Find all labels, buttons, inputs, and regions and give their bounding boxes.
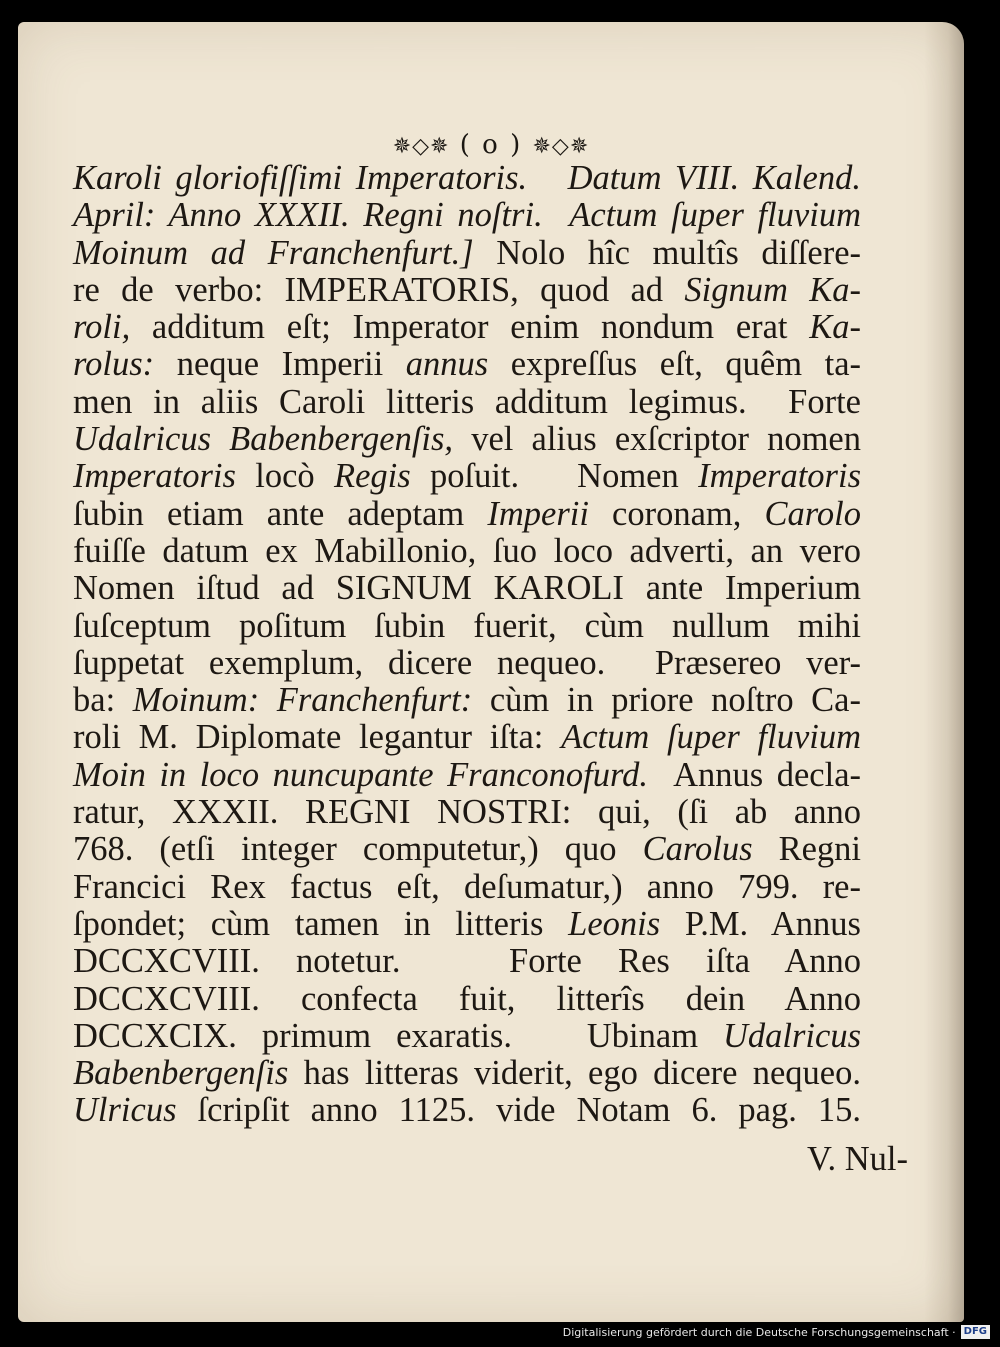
italic-segment: Karoli gloriofiſſimi Imperatoris. Datum VIII. Kalend.: [73, 159, 861, 197]
page-edge-shadow: [924, 22, 964, 1322]
roman-segment: DCCXCIX. primum exaratis. Ubinam: [73, 1016, 723, 1055]
roman-segment: locò: [235, 457, 335, 496]
roman-segment: DCCXCVIII. notetur. Forte Res iſta Anno: [73, 942, 861, 981]
roman-segment: ſuſceptum poſitum ſubin fuerit, cùm nullum mihi: [73, 606, 861, 645]
text-line: [73, 1018, 861, 1055]
text-line: [73, 570, 861, 607]
page-number: ( o ): [459, 130, 523, 160]
roman-segment: neque Imperii: [154, 345, 406, 384]
text-line: [73, 384, 861, 421]
text-line: [73, 869, 861, 906]
text-line: [73, 533, 861, 570]
digitization-footer: [563, 1325, 990, 1339]
text-line: [73, 346, 861, 383]
roman-segment: ſuppetat exemplum, dicere nequeo. Præsereo ver-: [73, 643, 861, 682]
text-line: [73, 309, 861, 346]
ornament-left-icon: ✵◇✵: [392, 134, 450, 159]
text-line: [73, 831, 861, 868]
book-page: [18, 22, 964, 1322]
roman-segment: additum eſt; Imperator enim nondum erat: [130, 308, 810, 347]
text-line: [73, 272, 861, 309]
ornament-right-icon: ✵◇✵: [532, 134, 590, 159]
italic-segment: April: Anno XXXII. Regni noſtri. Actum ſuper fluvium: [73, 196, 861, 235]
roman-segment: roli M. Diplomate legantur iſta:: [73, 718, 562, 757]
text-line: [73, 981, 861, 1018]
roman-segment: poſuit. Nomen: [410, 457, 699, 496]
roman-segment: Regni: [752, 830, 861, 869]
text-line: [73, 1092, 861, 1129]
roman-segment: ratur, XXXII. REGNI NOSTRI: qui, (ſi ab anno: [73, 793, 861, 832]
roman-segment: ſcripſit anno 1125. vide Notam 6. pag. 15.: [176, 1091, 861, 1130]
roman-segment: expreſſus eſt, quêm ta-: [488, 345, 862, 384]
text-line: [73, 608, 861, 645]
italic-segment: annus: [405, 345, 489, 384]
roman-segment: Nomen iſtud ad SIGNUM KAROLI ante Imperium: [73, 569, 861, 608]
italic-segment: Carolus: [642, 830, 753, 869]
text-line: [73, 719, 861, 756]
italic-segment: Signum Ka-: [684, 270, 861, 309]
roman-segment: ſpondet; cùm tamen in litteris: [73, 904, 569, 943]
italic-segment: Imperatoris: [698, 457, 861, 496]
text-line: [73, 496, 861, 533]
roman-segment: Annus decla-: [648, 755, 861, 794]
roman-segment: Francici Rex factus eſt, deſumatur,) anno 799. re-: [73, 867, 861, 906]
text-line: [73, 757, 861, 794]
page-header: [18, 130, 964, 160]
italic-segment: Leonis: [568, 904, 661, 943]
roman-segment: 768. (etſi integer computetur,) quo: [73, 830, 643, 869]
italic-segment: Moin in loco nuncupante Franconofurd.: [73, 755, 648, 794]
italic-segment: Carolo: [764, 494, 862, 533]
italic-segment: Ka-: [809, 308, 861, 347]
roman-segment: vel alius exſcriptor nomen: [453, 420, 861, 459]
dfg-logo-icon: DFG: [961, 1325, 990, 1339]
italic-segment: Actum ſuper fluvium: [561, 718, 862, 757]
footer-credit: Digitalisierung gefördert durch die Deutsche Forschungsgemeinschaft ·: [562, 1325, 956, 1339]
italic-segment: rolus:: [73, 345, 155, 384]
catchword: V. Nul-: [807, 1140, 908, 1178]
roman-segment: ſubin etiam ante adeptam: [73, 494, 488, 533]
roman-segment: Nolo hîc multîs diſſere-: [496, 233, 861, 272]
italic-segment: Udalricus: [723, 1016, 861, 1055]
text-line: [73, 645, 861, 682]
italic-segment: Babenbergenſis: [73, 1054, 289, 1093]
text-line: [73, 197, 861, 234]
text-line: [73, 235, 861, 272]
italic-segment: roli,: [73, 308, 131, 347]
italic-segment: Imperii: [487, 494, 589, 533]
text-line: [73, 458, 861, 495]
roman-segment: P.M. Annus: [660, 904, 861, 943]
italic-segment: Regis: [334, 457, 411, 496]
text-line: [73, 1055, 861, 1092]
roman-segment: cùm in priore noſtro Ca-: [472, 681, 861, 720]
text-line: [73, 906, 861, 943]
roman-segment: ba:: [73, 681, 133, 720]
roman-segment: re de verbo: IMPERATORIS, quod ad: [73, 270, 685, 309]
italic-segment: Imperatoris: [73, 457, 236, 496]
roman-segment: coronam,: [588, 494, 765, 533]
text-line: [73, 160, 861, 197]
italic-segment: Udalricus Babenbergenſis,: [73, 420, 454, 459]
italic-segment: Ulricus: [73, 1091, 177, 1130]
italic-segment: Moinum: Franchenfurt:: [132, 681, 473, 720]
text-line: [73, 794, 861, 831]
roman-segment: fuiſſe datum ex Mabillonio, ſuo loco adverti, an vero: [73, 531, 861, 570]
text-line: [73, 682, 861, 719]
italic-segment: Moinum ad Franchenfurt.]: [73, 233, 497, 272]
roman-segment: DCCXCVIII. confecta fuit, litterîs dein Anno: [73, 979, 861, 1018]
roman-segment: men in aliis Caroli litteris additum legimus. Forte: [73, 382, 861, 421]
text-line: [73, 421, 861, 458]
body-text: [73, 160, 861, 1130]
roman-segment: has litteras viderit, ego dicere nequeo.: [288, 1054, 861, 1093]
text-line: [73, 943, 861, 980]
